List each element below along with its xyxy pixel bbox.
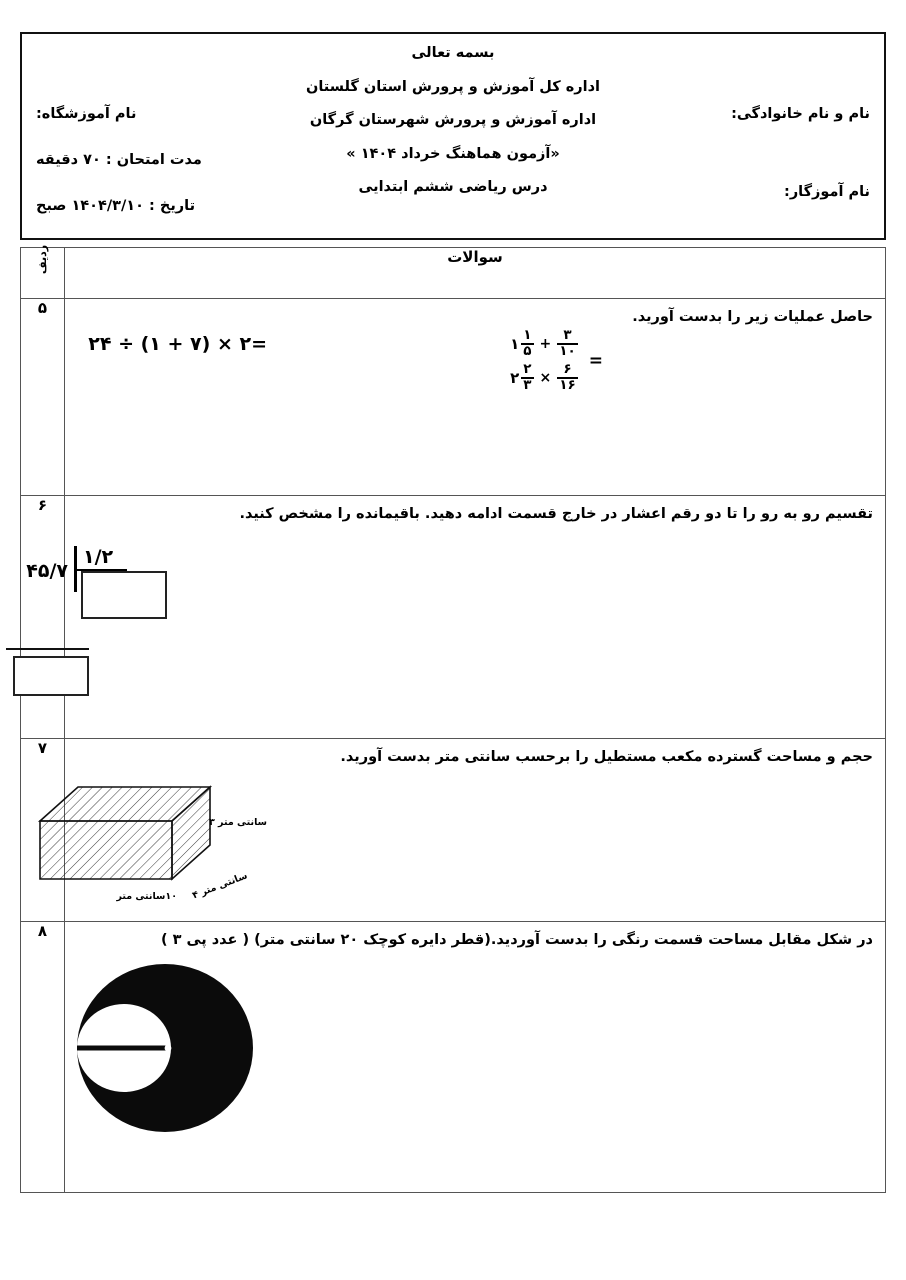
- mixed-fraction: [521, 329, 533, 359]
- numerator-frac-den: ۱۰: [559, 342, 576, 359]
- rectangular-prism-diagram: [35, 775, 285, 902]
- question-6-remainder-area: [6, 648, 89, 696]
- question-8-body: [65, 922, 886, 1193]
- question-6-text: تقسیم رو به رو را تا دو رقم اعشار در خارج قسمت ادامه دهید. باقیمانده را مشخص کنید.: [239, 506, 873, 522]
- row-header-label: ردیف: [36, 244, 49, 275]
- division-divisor: ۱/۲: [77, 546, 127, 571]
- complex-fraction-numerator: [504, 327, 584, 361]
- table-row: [21, 922, 886, 1193]
- question-6-long-division: [26, 546, 167, 619]
- exam-subject: درس ریاضی ششم ابتدایی: [358, 179, 548, 195]
- student-name-field-label[interactable]: نام و نام خانوادگی:: [731, 106, 870, 122]
- mixed-number-numerator: [510, 329, 533, 359]
- question-7-number: ۷: [21, 739, 65, 922]
- question-5-number: ۵: [21, 299, 65, 496]
- question-5-text: حاصل عملیات زیر را بدست آورید.: [632, 309, 873, 325]
- question-5-body: [65, 299, 886, 496]
- question-5-complex-fraction: [504, 327, 603, 395]
- numerator-operator: +: [539, 335, 552, 352]
- center-point: [165, 1045, 172, 1052]
- numerator-frac-num: ۳: [563, 327, 572, 343]
- mixed-fraction-den: ۵: [523, 342, 532, 359]
- division-right-column: [77, 546, 167, 619]
- question-6-body: [26, 496, 886, 739]
- bismillah-line: بسمه تعالی: [411, 45, 495, 61]
- exam-date-label: تاریخ : ۱۴۰۴/۳/۱۰ صبح: [36, 198, 196, 214]
- question-7-body: [65, 739, 886, 922]
- question-8-number: ۸: [21, 922, 65, 1193]
- denominator-operator: ×: [539, 369, 552, 386]
- exam-duration-label: مدت امتحان : ۷۰ دقیقه: [36, 152, 202, 168]
- circle-svg: [73, 960, 263, 1140]
- question-5-expression-left: ۲۴ ÷ (۱ + ۷) × ۲=: [88, 333, 267, 355]
- complex-fraction-denominator: [504, 361, 584, 395]
- table-row: [21, 299, 886, 496]
- table-row: [21, 496, 886, 739]
- row-number-column-header: [21, 244, 65, 299]
- mixed-whole-den: ۲: [510, 368, 520, 387]
- mixed-whole: ۱: [510, 334, 520, 353]
- remainder-rule-line: [6, 648, 89, 650]
- shaded-circle-diagram: [73, 960, 263, 1140]
- complex-fraction-equals: =: [588, 350, 603, 371]
- questions-table: [20, 244, 886, 1193]
- question-7-text: حجم و مساحت گسترده مکعب مستطیل را برحسب سانتی متر بدست آورید.: [340, 749, 873, 765]
- exam-page: [20, 32, 886, 1217]
- table-header-row: [21, 248, 886, 299]
- prism-depth-label: سانتی متر ۴: [190, 870, 249, 902]
- quotient-answer-box[interactable]: [81, 571, 167, 619]
- mixed-number-denominator: [510, 360, 533, 393]
- teacher-name-field-label[interactable]: نام آموزگار:: [784, 184, 870, 200]
- questions-column-header: سوالات: [65, 248, 886, 299]
- mixed-den-frac-den: ۳: [523, 376, 532, 393]
- exam-header: [20, 32, 886, 240]
- school-name-field-label[interactable]: نام آموزشگاه:: [36, 106, 137, 122]
- mixed-fraction-num: ۱: [523, 327, 532, 343]
- header-left-block: [36, 48, 276, 214]
- prism-height-label: سانتی متر ۳: [208, 817, 267, 828]
- numerator-second-fraction: [557, 329, 577, 359]
- denominator-frac-den: ۱۶: [559, 376, 576, 393]
- complex-fraction-stack: [504, 327, 584, 395]
- remainder-answer-box[interactable]: [13, 656, 89, 696]
- exam-title: «آزمون هماهنگ خرداد ۱۴۰۴ »: [346, 145, 560, 162]
- denominator-second-fraction: [557, 360, 577, 393]
- header-right-block: [640, 48, 870, 200]
- division-dividend: ۴۵/۷: [26, 560, 68, 582]
- organization-line-1: اداره کل آموزش و پرورش استان گلستان: [305, 78, 600, 95]
- question-8-text: در شکل مقابل مساحت قسمت رنگی را بدست آوردید.(قطر دایره کوچک ۲۰ سانتی متر) ( عدد پی ۳ ): [160, 932, 873, 948]
- mixed-den-frac-num: ۲: [523, 360, 532, 377]
- organization-line-2: اداره آموزش و پرورش شهرستان گرگان: [309, 112, 597, 128]
- question-6-number: ۶: [21, 496, 65, 739]
- prism-width-label: ۱۰سانتی متر: [116, 891, 177, 902]
- mixed-fraction-den-part: [521, 360, 533, 393]
- denominator-frac-num: ۶: [563, 360, 572, 377]
- table-row: [21, 739, 886, 922]
